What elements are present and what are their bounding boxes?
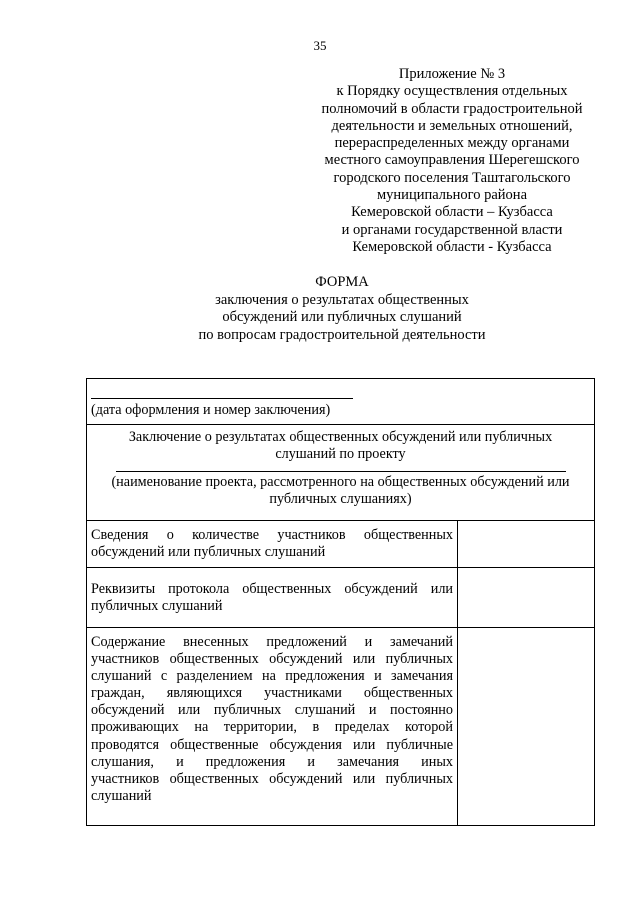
form-title [0, 274, 640, 344]
appendix-line: к Порядку осуществления отдельных [336, 83, 568, 100]
date-number-row [87, 379, 595, 425]
project-caption-line: публичных слушаниях) [269, 491, 412, 507]
appendix-line: полномочий в области градостроительной [321, 100, 583, 117]
date-number-line [91, 379, 353, 399]
appendix-header [310, 66, 594, 256]
appendix-line: деятельности и земельных отношений, [331, 117, 573, 134]
conclusion-form-table [86, 378, 595, 826]
conclusion-text [91, 429, 590, 463]
protocol-details-value[interactable] [458, 568, 595, 628]
participants-count-value[interactable] [458, 521, 595, 568]
appendix-line: муниципального района [377, 187, 527, 204]
form-subtitle-line: заключения о результатах общественных [215, 291, 469, 308]
protocol-details-row [87, 568, 595, 628]
appendix-line: и органами государственной власти [341, 221, 563, 238]
participants-count-label: Сведения о количестве участников общественных обсуждений или публичных слушаний [87, 521, 458, 568]
project-name-line [116, 465, 566, 472]
proposals-content-value[interactable] [458, 628, 595, 826]
appendix-line: местного самоуправления Шерегешского [324, 152, 580, 169]
conclusion-row [87, 425, 595, 521]
proposals-content-label: Содержание внесенных предложений и замечаний участников общественных обсуждений или публичных слушаний с разделением на предложения и замечания граждан, являющихся участниками общественных обсуждений или публичных слушаний и постоянно проживающих на территории, в пределах которой проводятся общественные обсуждения или публичные слушания, и предложения и замечания иных участников общественных обсуждений или публичных слушаний [87, 628, 458, 826]
project-caption-line: (наименование проекта, рассмотренного на общественных обсуждений или [111, 474, 570, 490]
appendix-line: городского поселения Таштагольского [333, 169, 571, 186]
appendix-line: Кемеровской области – Кузбасса [351, 204, 553, 221]
form-heading: ФОРМА [315, 274, 369, 290]
protocol-details-label: Реквизиты протокола общественных обсуждений или публичных слушаний [87, 568, 458, 628]
appendix-line: Кемеровской области - Кузбасса [352, 238, 552, 255]
appendix-line: перераспределенных между органами [334, 135, 570, 152]
date-caption: (дата оформления и номер заключения) [91, 402, 331, 418]
conclusion-line: Заключение о результатах общественных обсуждений или публичных [128, 429, 553, 445]
form-subtitle-line: обсуждений или публичных слушаний [222, 309, 462, 326]
form-subtitle-line: по вопросам градостроительной деятельности [198, 326, 486, 343]
appendix-line: Приложение № 3 [398, 66, 506, 82]
proposals-content-row [87, 628, 595, 826]
page-number: 35 [313, 38, 327, 53]
participants-count-row [87, 521, 595, 568]
project-caption [91, 474, 590, 508]
conclusion-line: слушаний по проекту [275, 446, 406, 462]
